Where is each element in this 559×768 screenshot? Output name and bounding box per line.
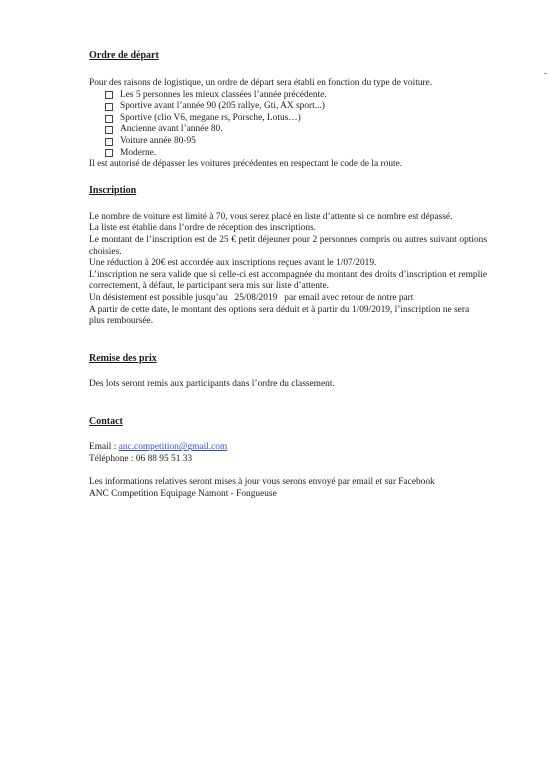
section-title-contact: Contact (89, 416, 123, 428)
list-item: Voiture année 80-95 (105, 136, 487, 148)
section-title-remise-prix: Remise des prix (89, 352, 157, 364)
inscription-paragraph: La liste est établie dans l’ordre de réception des inscriptions. (89, 223, 317, 234)
list-item: Moderne. (105, 148, 487, 160)
inscription-paragraph: A partir de cette date, le montant des options sera déduit et à partir du 1/09/2019, l’inscription ne sera plus remboursée. (89, 304, 470, 327)
list-item: Sportive avant l’année 90 (205 rallye, Gti, AX sport...) (105, 101, 487, 113)
section-title-ordre-depart: Ordre de départ (89, 50, 159, 61)
scan-mark (544, 73, 547, 74)
document-content (89, 50, 487, 501)
checkbox-icon (105, 126, 113, 134)
email-label: Email : (89, 442, 119, 453)
inscription-paragraph: Le nombre de voiture est limité à 70, vous serez placé en liste d’attente si ce nombre est dépassé. (89, 211, 453, 222)
depart-outro: Il est autorisé de dépasser les voitures précédentes en respectant le code de la route. (89, 159, 403, 170)
list-item: Ancienne avant l’année 80. (105, 124, 487, 136)
vehicle-category-list (89, 90, 487, 160)
inscription-paragraph: L’inscription ne sera valide que si celle-ci est accompagnée du montant des droits d’inscription et remplie correctement, à défaut, le participant sera mis sur liste d’attente. (89, 269, 487, 292)
contact-phone: Téléphone : 06 88 95 51 33 (89, 453, 193, 464)
checkbox-icon (105, 138, 113, 146)
email-link[interactable]: anc.competition@gmail.com (118, 442, 228, 453)
checkbox-icon (105, 103, 113, 111)
prix-text: Des lots seront remis aux participants dans l’ordre du classement. (89, 378, 335, 389)
contact-info: ANC Competition Equipage Namont - Fongueuse (89, 489, 277, 500)
checkbox-icon (105, 115, 113, 123)
inscription-paragraph: Un désistement est possible jusqu’au 25/08/2019 par email avec retour de notre part (89, 292, 414, 303)
checkbox-icon (105, 149, 113, 157)
depart-intro: Pour des raisons de logistique, un ordre de départ sera établi en fonction du type de voiture. (89, 78, 433, 88)
contact-info: Les informations relatives seront mises à jour vous serons envoyé par email et sur Facebook (89, 477, 435, 488)
list-item: Les 5 personnes les mieux classées l’année précédente. (105, 90, 487, 102)
section-title-inscription: Inscription (89, 184, 137, 196)
checkbox-icon (105, 91, 113, 99)
inscription-paragraph: Une réduction à 20€ est accordée aux inscriptions reçues avant le 1/07/2019. (89, 258, 377, 269)
inscription-paragraph: Le montant de l’inscription est de 25 € petit déjeuner pour 2 personnes compris ou autres suivant options choisies. (89, 234, 487, 257)
list-item: Sportive (clio V6, megane rs, Porsche, Lotus…) (105, 113, 487, 125)
contact-email-line (89, 442, 487, 454)
